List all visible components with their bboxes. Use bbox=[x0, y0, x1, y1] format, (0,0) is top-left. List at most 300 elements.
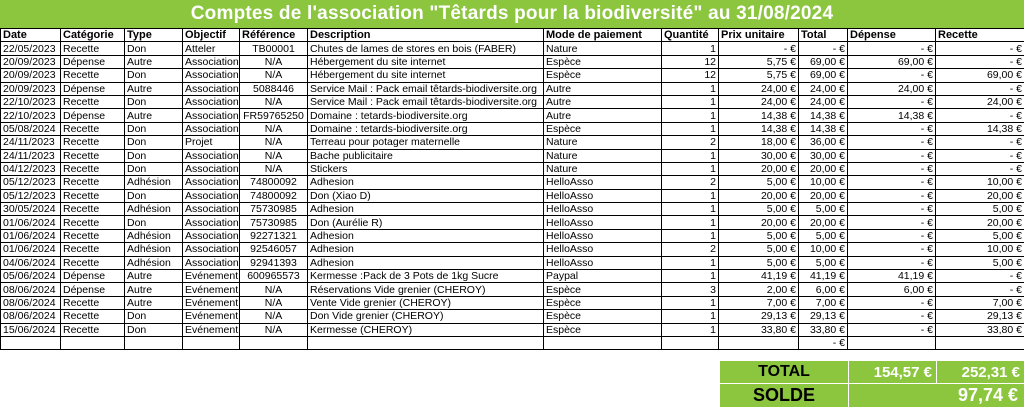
cell-recette[interactable]: 14,38 € bbox=[936, 122, 1024, 135]
cell-type[interactable]: Adhésion bbox=[125, 243, 183, 256]
cell-depense[interactable]: - € bbox=[848, 176, 936, 189]
cell-total[interactable]: 20,00 € bbox=[799, 189, 848, 202]
cell-description[interactable]: Service Mail : Pack email têtards-biodiversite.org bbox=[308, 95, 544, 108]
cell-objectif[interactable]: Atteler bbox=[183, 42, 240, 55]
cell-reference[interactable]: 74800092 bbox=[240, 176, 308, 189]
cell-description[interactable]: Réservations Vide grenier (CHEROY) bbox=[308, 283, 544, 296]
cell-recette[interactable]: 5,00 € bbox=[936, 229, 1024, 242]
cell-total[interactable]: 6,00 € bbox=[799, 283, 848, 296]
cell-prix-unitaire[interactable]: 14,38 € bbox=[719, 122, 799, 135]
cell-categorie[interactable]: Recette bbox=[61, 122, 125, 135]
cell-objectif[interactable]: Association bbox=[183, 256, 240, 269]
cell-depense[interactable]: - € bbox=[848, 229, 936, 242]
cell-categorie[interactable]: Recette bbox=[61, 136, 125, 149]
cell-mode-paiement[interactable] bbox=[544, 336, 662, 349]
cell-depense[interactable]: 69,00 € bbox=[848, 55, 936, 68]
cell-mode-paiement[interactable]: HelloAsso bbox=[544, 229, 662, 242]
cell-description[interactable]: Domaine : tetards-biodiversite.org bbox=[308, 122, 544, 135]
cell-recette[interactable]: - € bbox=[936, 55, 1024, 68]
cell-date[interactable]: 20/09/2023 bbox=[1, 82, 61, 95]
cell-total[interactable]: 5,00 € bbox=[799, 203, 848, 216]
cell-mode-paiement[interactable]: HelloAsso bbox=[544, 189, 662, 202]
cell-mode-paiement[interactable]: Espèce bbox=[544, 310, 662, 323]
cell-total[interactable]: 24,00 € bbox=[799, 95, 848, 108]
cell-description[interactable]: Adhesion bbox=[308, 243, 544, 256]
cell-prix-unitaire[interactable]: 24,00 € bbox=[719, 95, 799, 108]
cell-quantite[interactable]: 3 bbox=[662, 283, 719, 296]
cell-categorie[interactable]: Recette bbox=[61, 189, 125, 202]
cell-recette[interactable]: 5,00 € bbox=[936, 256, 1024, 269]
cell-type[interactable]: Autre bbox=[125, 270, 183, 283]
cell-reference[interactable]: 92546057 bbox=[240, 243, 308, 256]
col-header-total[interactable]: Total bbox=[799, 29, 848, 42]
cell-categorie[interactable]: Recette bbox=[61, 69, 125, 82]
cell-date[interactable]: 08/06/2024 bbox=[1, 310, 61, 323]
total-recette[interactable]: 252,31 € bbox=[937, 361, 1024, 383]
cell-objectif[interactable]: Association bbox=[183, 109, 240, 122]
cell-quantite[interactable]: 1 bbox=[662, 203, 719, 216]
cell-mode-paiement[interactable]: Espèce bbox=[544, 122, 662, 135]
cell-prix-unitaire[interactable]: 20,00 € bbox=[719, 162, 799, 175]
cell-total[interactable]: 41,19 € bbox=[799, 270, 848, 283]
cell-recette[interactable]: 10,00 € bbox=[936, 243, 1024, 256]
cell-mode-paiement[interactable]: HelloAsso bbox=[544, 203, 662, 216]
cell-depense[interactable]: - € bbox=[848, 189, 936, 202]
cell-description[interactable]: Terreau pour potager maternelle bbox=[308, 136, 544, 149]
cell-quantite[interactable]: 12 bbox=[662, 55, 719, 68]
cell-type[interactable]: Adhésion bbox=[125, 203, 183, 216]
cell-description[interactable]: Vente Vide grenier (CHEROY) bbox=[308, 296, 544, 309]
cell-depense[interactable]: 41,19 € bbox=[848, 270, 936, 283]
cell-quantite[interactable]: 1 bbox=[662, 122, 719, 135]
cell-prix-unitaire[interactable]: 5,00 € bbox=[719, 176, 799, 189]
cell-total[interactable]: - € bbox=[799, 336, 848, 349]
cell-date[interactable]: 01/06/2024 bbox=[1, 229, 61, 242]
cell-reference[interactable]: TB00001 bbox=[240, 42, 308, 55]
table-row bbox=[1, 270, 1024, 283]
cell-prix-unitaire[interactable]: 30,00 € bbox=[719, 149, 799, 162]
cell-quantite[interactable]: 2 bbox=[662, 243, 719, 256]
cell-description[interactable]: Adhesion bbox=[308, 256, 544, 269]
cell-categorie[interactable]: Dépense bbox=[61, 82, 125, 95]
cell-description[interactable]: Bache publicitaire bbox=[308, 149, 544, 162]
cell-quantite[interactable] bbox=[662, 336, 719, 349]
cell-quantite[interactable]: 2 bbox=[662, 136, 719, 149]
cell-mode-paiement[interactable]: HelloAsso bbox=[544, 176, 662, 189]
cell-mode-paiement[interactable]: Espèce bbox=[544, 283, 662, 296]
cell-total[interactable]: 5,00 € bbox=[799, 256, 848, 269]
cell-reference[interactable]: N/A bbox=[240, 283, 308, 296]
cell-quantite[interactable]: 1 bbox=[662, 189, 719, 202]
cell-objectif[interactable]: Association bbox=[183, 82, 240, 95]
cell-recette[interactable]: 69,00 € bbox=[936, 69, 1024, 82]
cell-recette[interactable]: - € bbox=[936, 162, 1024, 175]
cell-quantite[interactable]: 1 bbox=[662, 270, 719, 283]
cell-date[interactable]: 05/12/2023 bbox=[1, 176, 61, 189]
cell-total[interactable]: 7,00 € bbox=[799, 296, 848, 309]
cell-objectif[interactable]: Association bbox=[183, 216, 240, 229]
cell-total[interactable]: 69,00 € bbox=[799, 69, 848, 82]
cell-recette[interactable]: 7,00 € bbox=[936, 296, 1024, 309]
cell-description[interactable] bbox=[308, 336, 544, 349]
cell-mode-paiement[interactable]: Espèce bbox=[544, 296, 662, 309]
col-header-prix-unitaire[interactable]: Prix unitaire bbox=[719, 29, 799, 42]
cell-date[interactable]: 15/06/2024 bbox=[1, 323, 61, 336]
cell-mode-paiement[interactable]: Autre bbox=[544, 95, 662, 108]
cell-objectif[interactable]: Evénement bbox=[183, 310, 240, 323]
cell-description[interactable]: Adhesion bbox=[308, 229, 544, 242]
cell-objectif[interactable]: Association bbox=[183, 55, 240, 68]
cell-depense[interactable]: - € bbox=[848, 69, 936, 82]
cell-categorie[interactable]: Recette bbox=[61, 203, 125, 216]
cell-prix-unitaire[interactable]: 5,75 € bbox=[719, 69, 799, 82]
cell-mode-paiement[interactable]: Espèce bbox=[544, 323, 662, 336]
cell-objectif[interactable]: Association bbox=[183, 189, 240, 202]
cell-recette[interactable]: 29,13 € bbox=[936, 310, 1024, 323]
cell-prix-unitaire[interactable]: 41,19 € bbox=[719, 270, 799, 283]
cell-description[interactable]: Hébergement du site internet bbox=[308, 55, 544, 68]
cell-reference[interactable]: 92941393 bbox=[240, 256, 308, 269]
solde-value[interactable]: 97,74 € bbox=[849, 384, 1024, 407]
cell-objectif[interactable]: Evénement bbox=[183, 296, 240, 309]
cell-date[interactable]: 05/06/2024 bbox=[1, 270, 61, 283]
cell-objectif[interactable]: Association bbox=[183, 162, 240, 175]
cell-description[interactable]: Stickers bbox=[308, 162, 544, 175]
table-row bbox=[1, 189, 1024, 202]
total-depense[interactable]: 154,57 € bbox=[849, 361, 936, 383]
cell-depense[interactable]: - € bbox=[848, 256, 936, 269]
cell-objectif[interactable]: Projet bbox=[183, 136, 240, 149]
cell-type[interactable]: Autre bbox=[125, 82, 183, 95]
cell-total[interactable]: 10,00 € bbox=[799, 176, 848, 189]
col-header-depense[interactable]: Dépense bbox=[848, 29, 936, 42]
cell-categorie[interactable]: Dépense bbox=[61, 109, 125, 122]
cell-categorie[interactable]: Dépense bbox=[61, 55, 125, 68]
cell-depense[interactable]: - € bbox=[848, 149, 936, 162]
cell-reference[interactable]: N/A bbox=[240, 69, 308, 82]
cell-quantite[interactable]: 1 bbox=[662, 323, 719, 336]
cell-date[interactable]: 20/09/2023 bbox=[1, 69, 61, 82]
cell-categorie[interactable]: Recette bbox=[61, 243, 125, 256]
cell-recette[interactable]: - € bbox=[936, 149, 1024, 162]
cell-categorie[interactable]: Recette bbox=[61, 310, 125, 323]
cell-date[interactable]: 04/06/2024 bbox=[1, 256, 61, 269]
cell-date[interactable]: 24/11/2023 bbox=[1, 136, 61, 149]
cell-categorie[interactable]: Recette bbox=[61, 149, 125, 162]
cell-recette[interactable]: 20,00 € bbox=[936, 189, 1024, 202]
cell-mode-paiement[interactable]: HelloAsso bbox=[544, 216, 662, 229]
cell-quantite[interactable]: 12 bbox=[662, 69, 719, 82]
cell-categorie[interactable]: Dépense bbox=[61, 270, 125, 283]
col-header-reference[interactable]: Référence bbox=[240, 29, 308, 42]
cell-total[interactable]: 24,00 € bbox=[799, 82, 848, 95]
cell-date[interactable]: 22/10/2023 bbox=[1, 95, 61, 108]
cell-prix-unitaire[interactable]: 5,75 € bbox=[719, 55, 799, 68]
table-row bbox=[1, 203, 1024, 216]
cell-total[interactable]: 69,00 € bbox=[799, 55, 848, 68]
cell-prix-unitaire[interactable]: 14,38 € bbox=[719, 109, 799, 122]
cell-reference[interactable]: 92271321 bbox=[240, 229, 308, 242]
cell-date[interactable] bbox=[1, 336, 61, 349]
total-label: TOTAL bbox=[720, 361, 848, 383]
cell-depense[interactable]: 24,00 € bbox=[848, 82, 936, 95]
cell-mode-paiement[interactable]: Nature bbox=[544, 42, 662, 55]
cell-description[interactable]: Kermesse (CHEROY) bbox=[308, 323, 544, 336]
cell-reference[interactable]: N/A bbox=[240, 323, 308, 336]
cell-mode-paiement[interactable]: HelloAsso bbox=[544, 243, 662, 256]
cell-reference[interactable] bbox=[240, 336, 308, 349]
cell-recette[interactable]: 5,00 € bbox=[936, 203, 1024, 216]
cell-quantite[interactable]: 1 bbox=[662, 256, 719, 269]
cell-total[interactable]: 20,00 € bbox=[799, 216, 848, 229]
cell-total[interactable]: 29,13 € bbox=[799, 310, 848, 323]
cell-type[interactable] bbox=[125, 336, 183, 349]
cell-recette[interactable]: - € bbox=[936, 109, 1024, 122]
cell-categorie[interactable]: Recette bbox=[61, 95, 125, 108]
cell-categorie[interactable]: Recette bbox=[61, 176, 125, 189]
cell-depense[interactable] bbox=[848, 336, 936, 349]
cell-recette[interactable]: 10,00 € bbox=[936, 176, 1024, 189]
cell-objectif[interactable]: Association bbox=[183, 203, 240, 216]
cell-type[interactable]: Don bbox=[125, 95, 183, 108]
cell-type[interactable]: Adhésion bbox=[125, 176, 183, 189]
cell-mode-paiement[interactable]: Espèce bbox=[544, 55, 662, 68]
cell-quantite[interactable]: 1 bbox=[662, 82, 719, 95]
cell-reference[interactable]: N/A bbox=[240, 95, 308, 108]
cell-mode-paiement[interactable]: Autre bbox=[544, 82, 662, 95]
cell-objectif[interactable]: Association bbox=[183, 149, 240, 162]
cell-categorie[interactable]: Recette bbox=[61, 296, 125, 309]
cell-mode-paiement[interactable]: Paypal bbox=[544, 270, 662, 283]
col-header-mode-paiement[interactable]: Mode de paiement bbox=[544, 29, 662, 42]
table-row bbox=[1, 176, 1024, 189]
cell-mode-paiement[interactable]: HelloAsso bbox=[544, 256, 662, 269]
cell-reference[interactable]: N/A bbox=[240, 296, 308, 309]
cell-description[interactable]: Domaine : tetards-biodiversite.org bbox=[308, 109, 544, 122]
cell-total[interactable]: 10,00 € bbox=[799, 243, 848, 256]
cell-depense[interactable]: 6,00 € bbox=[848, 283, 936, 296]
cell-objectif[interactable]: Association bbox=[183, 69, 240, 82]
cell-type[interactable]: Autre bbox=[125, 109, 183, 122]
cell-prix-unitaire[interactable] bbox=[719, 336, 799, 349]
cell-depense[interactable]: - € bbox=[848, 216, 936, 229]
cell-reference[interactable]: 75730985 bbox=[240, 216, 308, 229]
cell-date[interactable]: 08/06/2024 bbox=[1, 296, 61, 309]
cell-categorie[interactable]: Recette bbox=[61, 162, 125, 175]
cell-date[interactable]: 08/06/2024 bbox=[1, 283, 61, 296]
cell-quantite[interactable]: 1 bbox=[662, 95, 719, 108]
cell-mode-paiement[interactable]: Nature bbox=[544, 162, 662, 175]
col-header-type[interactable]: Type bbox=[125, 29, 183, 42]
cell-prix-unitaire[interactable]: 5,00 € bbox=[719, 243, 799, 256]
cell-quantite[interactable]: 1 bbox=[662, 310, 719, 323]
cell-quantite[interactable]: 1 bbox=[662, 109, 719, 122]
cell-recette[interactable]: - € bbox=[936, 82, 1024, 95]
cell-depense[interactable]: - € bbox=[848, 42, 936, 55]
cell-prix-unitaire[interactable]: 20,00 € bbox=[719, 189, 799, 202]
cell-quantite[interactable]: 1 bbox=[662, 296, 719, 309]
cell-type[interactable]: Adhésion bbox=[125, 229, 183, 242]
cell-depense[interactable]: - € bbox=[848, 122, 936, 135]
cell-prix-unitaire[interactable]: 5,00 € bbox=[719, 256, 799, 269]
cell-reference[interactable]: 600965573 bbox=[240, 270, 308, 283]
cell-total[interactable]: 14,38 € bbox=[799, 109, 848, 122]
cell-depense[interactable]: - € bbox=[848, 243, 936, 256]
cell-depense[interactable]: - € bbox=[848, 203, 936, 216]
cell-prix-unitaire[interactable]: 7,00 € bbox=[719, 296, 799, 309]
cell-type[interactable]: Don bbox=[125, 310, 183, 323]
table-row bbox=[1, 82, 1024, 95]
cell-categorie[interactable]: Recette bbox=[61, 256, 125, 269]
cell-objectif[interactable]: Association bbox=[183, 229, 240, 242]
cell-prix-unitaire[interactable]: 24,00 € bbox=[719, 82, 799, 95]
cell-reference[interactable]: N/A bbox=[240, 162, 308, 175]
cell-recette[interactable]: - € bbox=[936, 42, 1024, 55]
cell-type[interactable]: Don bbox=[125, 136, 183, 149]
cell-description[interactable]: Adhesion bbox=[308, 176, 544, 189]
cell-quantite[interactable]: 1 bbox=[662, 229, 719, 242]
cell-date[interactable]: 05/08/2024 bbox=[1, 122, 61, 135]
cell-type[interactable]: Don bbox=[125, 162, 183, 175]
cell-reference[interactable]: N/A bbox=[240, 136, 308, 149]
cell-reference[interactable]: N/A bbox=[240, 310, 308, 323]
cell-type[interactable]: Don bbox=[125, 42, 183, 55]
cell-recette[interactable]: 33,80 € bbox=[936, 323, 1024, 336]
col-header-quantite[interactable]: Quantité bbox=[662, 29, 719, 42]
cell-prix-unitaire[interactable]: 18,00 € bbox=[719, 136, 799, 149]
cell-categorie[interactable]: Dépense bbox=[61, 283, 125, 296]
cell-prix-unitaire[interactable]: 2,00 € bbox=[719, 283, 799, 296]
cell-prix-unitaire[interactable]: 5,00 € bbox=[719, 229, 799, 242]
cell-depense[interactable]: - € bbox=[848, 310, 936, 323]
cell-recette[interactable]: 24,00 € bbox=[936, 95, 1024, 108]
cell-mode-paiement[interactable]: Nature bbox=[544, 149, 662, 162]
cell-objectif[interactable] bbox=[183, 336, 240, 349]
cell-objectif[interactable]: Evénement bbox=[183, 283, 240, 296]
cell-objectif[interactable]: Evénement bbox=[183, 323, 240, 336]
cell-quantite[interactable]: 2 bbox=[662, 176, 719, 189]
cell-objectif[interactable]: Association bbox=[183, 243, 240, 256]
col-header-description[interactable]: Description bbox=[308, 29, 544, 42]
table-row bbox=[1, 149, 1024, 162]
cell-date[interactable]: 22/10/2023 bbox=[1, 109, 61, 122]
cell-mode-paiement[interactable]: Autre bbox=[544, 109, 662, 122]
cell-recette[interactable]: 20,00 € bbox=[936, 216, 1024, 229]
cell-recette[interactable]: - € bbox=[936, 270, 1024, 283]
cell-prix-unitaire[interactable]: 20,00 € bbox=[719, 216, 799, 229]
cell-categorie[interactable]: Recette bbox=[61, 216, 125, 229]
cell-total[interactable]: 33,80 € bbox=[799, 323, 848, 336]
cell-reference[interactable]: N/A bbox=[240, 122, 308, 135]
cell-description[interactable]: Service Mail : Pack email têtards-biodiversite.org bbox=[308, 82, 544, 95]
cell-objectif[interactable]: Association bbox=[183, 176, 240, 189]
cell-depense[interactable]: - € bbox=[848, 162, 936, 175]
col-header-recette[interactable]: Recette bbox=[936, 29, 1024, 42]
col-header-categorie[interactable]: Catégorie bbox=[61, 29, 125, 42]
cell-total[interactable]: 36,00 € bbox=[799, 136, 848, 149]
cell-objectif[interactable]: Association bbox=[183, 122, 240, 135]
cell-objectif[interactable]: Association bbox=[183, 95, 240, 108]
cell-date[interactable]: 01/06/2024 bbox=[1, 216, 61, 229]
cell-quantite[interactable]: 1 bbox=[662, 149, 719, 162]
cell-type[interactable]: Adhésion bbox=[125, 256, 183, 269]
col-header-objectif[interactable]: Objectif bbox=[183, 29, 240, 42]
cell-mode-paiement[interactable]: Nature bbox=[544, 136, 662, 149]
cell-date[interactable]: 04/12/2023 bbox=[1, 162, 61, 175]
cell-total[interactable]: 20,00 € bbox=[799, 162, 848, 175]
cell-description[interactable]: Adhesion bbox=[308, 203, 544, 216]
cell-date[interactable]: 01/06/2024 bbox=[1, 243, 61, 256]
cell-depense[interactable]: - € bbox=[848, 296, 936, 309]
cell-reference[interactable]: FR59765250 bbox=[240, 109, 308, 122]
cell-recette[interactable]: - € bbox=[936, 136, 1024, 149]
cell-categorie[interactable]: Recette bbox=[61, 42, 125, 55]
cell-reference[interactable]: N/A bbox=[240, 149, 308, 162]
col-header-date[interactable]: Date bbox=[1, 29, 61, 42]
cell-depense[interactable]: - € bbox=[848, 136, 936, 149]
cell-type[interactable]: Autre bbox=[125, 55, 183, 68]
cell-type[interactable]: Don bbox=[125, 189, 183, 202]
cell-depense[interactable]: - € bbox=[848, 95, 936, 108]
cell-prix-unitaire[interactable]: - € bbox=[719, 42, 799, 55]
cell-objectif[interactable]: Evénement bbox=[183, 270, 240, 283]
cell-date[interactable]: 30/05/2024 bbox=[1, 203, 61, 216]
cell-type[interactable]: Don bbox=[125, 69, 183, 82]
cell-depense[interactable]: - € bbox=[848, 323, 936, 336]
table-row bbox=[1, 283, 1024, 296]
cell-description[interactable]: Kermesse :Pack de 3 Pots de 1kg Sucre bbox=[308, 270, 544, 283]
cell-date[interactable]: 20/09/2023 bbox=[1, 55, 61, 68]
cell-quantite[interactable]: 1 bbox=[662, 216, 719, 229]
cell-prix-unitaire[interactable]: 5,00 € bbox=[719, 203, 799, 216]
cell-description[interactable]: Chutes de lames de stores en bois (FABER) bbox=[308, 42, 544, 55]
cell-type[interactable]: Don bbox=[125, 323, 183, 336]
cell-categorie[interactable] bbox=[61, 336, 125, 349]
cell-description[interactable]: Hébergement du site internet bbox=[308, 69, 544, 82]
cell-type[interactable]: Autre bbox=[125, 296, 183, 309]
cell-quantite[interactable]: 1 bbox=[662, 162, 719, 175]
cell-date[interactable]: 22/05/2023 bbox=[1, 42, 61, 55]
cell-type[interactable]: Autre bbox=[125, 283, 183, 296]
cell-prix-unitaire[interactable]: 29,13 € bbox=[719, 310, 799, 323]
cell-reference[interactable]: 74800092 bbox=[240, 189, 308, 202]
cell-categorie[interactable]: Recette bbox=[61, 229, 125, 242]
cell-total[interactable]: - € bbox=[799, 42, 848, 55]
cell-date[interactable]: 05/12/2023 bbox=[1, 189, 61, 202]
cell-recette[interactable]: - € bbox=[936, 283, 1024, 296]
cell-description[interactable]: Don (Aurélie R) bbox=[308, 216, 544, 229]
cell-recette[interactable] bbox=[936, 336, 1024, 349]
cell-total[interactable]: 5,00 € bbox=[799, 229, 848, 242]
cell-quantite[interactable]: 1 bbox=[662, 42, 719, 55]
cell-date[interactable]: 24/11/2023 bbox=[1, 149, 61, 162]
cell-type[interactable]: Don bbox=[125, 149, 183, 162]
cell-reference[interactable]: 75730985 bbox=[240, 203, 308, 216]
cell-description[interactable]: Don Vide grenier (CHEROY) bbox=[308, 310, 544, 323]
cell-description[interactable]: Don (Xiao D) bbox=[308, 189, 544, 202]
cell-depense[interactable]: 14,38 € bbox=[848, 109, 936, 122]
cell-mode-paiement[interactable]: Espèce bbox=[544, 69, 662, 82]
cell-total[interactable]: 30,00 € bbox=[799, 149, 848, 162]
table-row bbox=[1, 95, 1024, 108]
cell-total[interactable]: 14,38 € bbox=[799, 122, 848, 135]
cell-reference[interactable]: 5088446 bbox=[240, 82, 308, 95]
cell-reference[interactable]: N/A bbox=[240, 55, 308, 68]
cell-type[interactable]: Don bbox=[125, 216, 183, 229]
cell-prix-unitaire[interactable]: 33,80 € bbox=[719, 323, 799, 336]
cell-type[interactable]: Don bbox=[125, 122, 183, 135]
cell-categorie[interactable]: Recette bbox=[61, 323, 125, 336]
